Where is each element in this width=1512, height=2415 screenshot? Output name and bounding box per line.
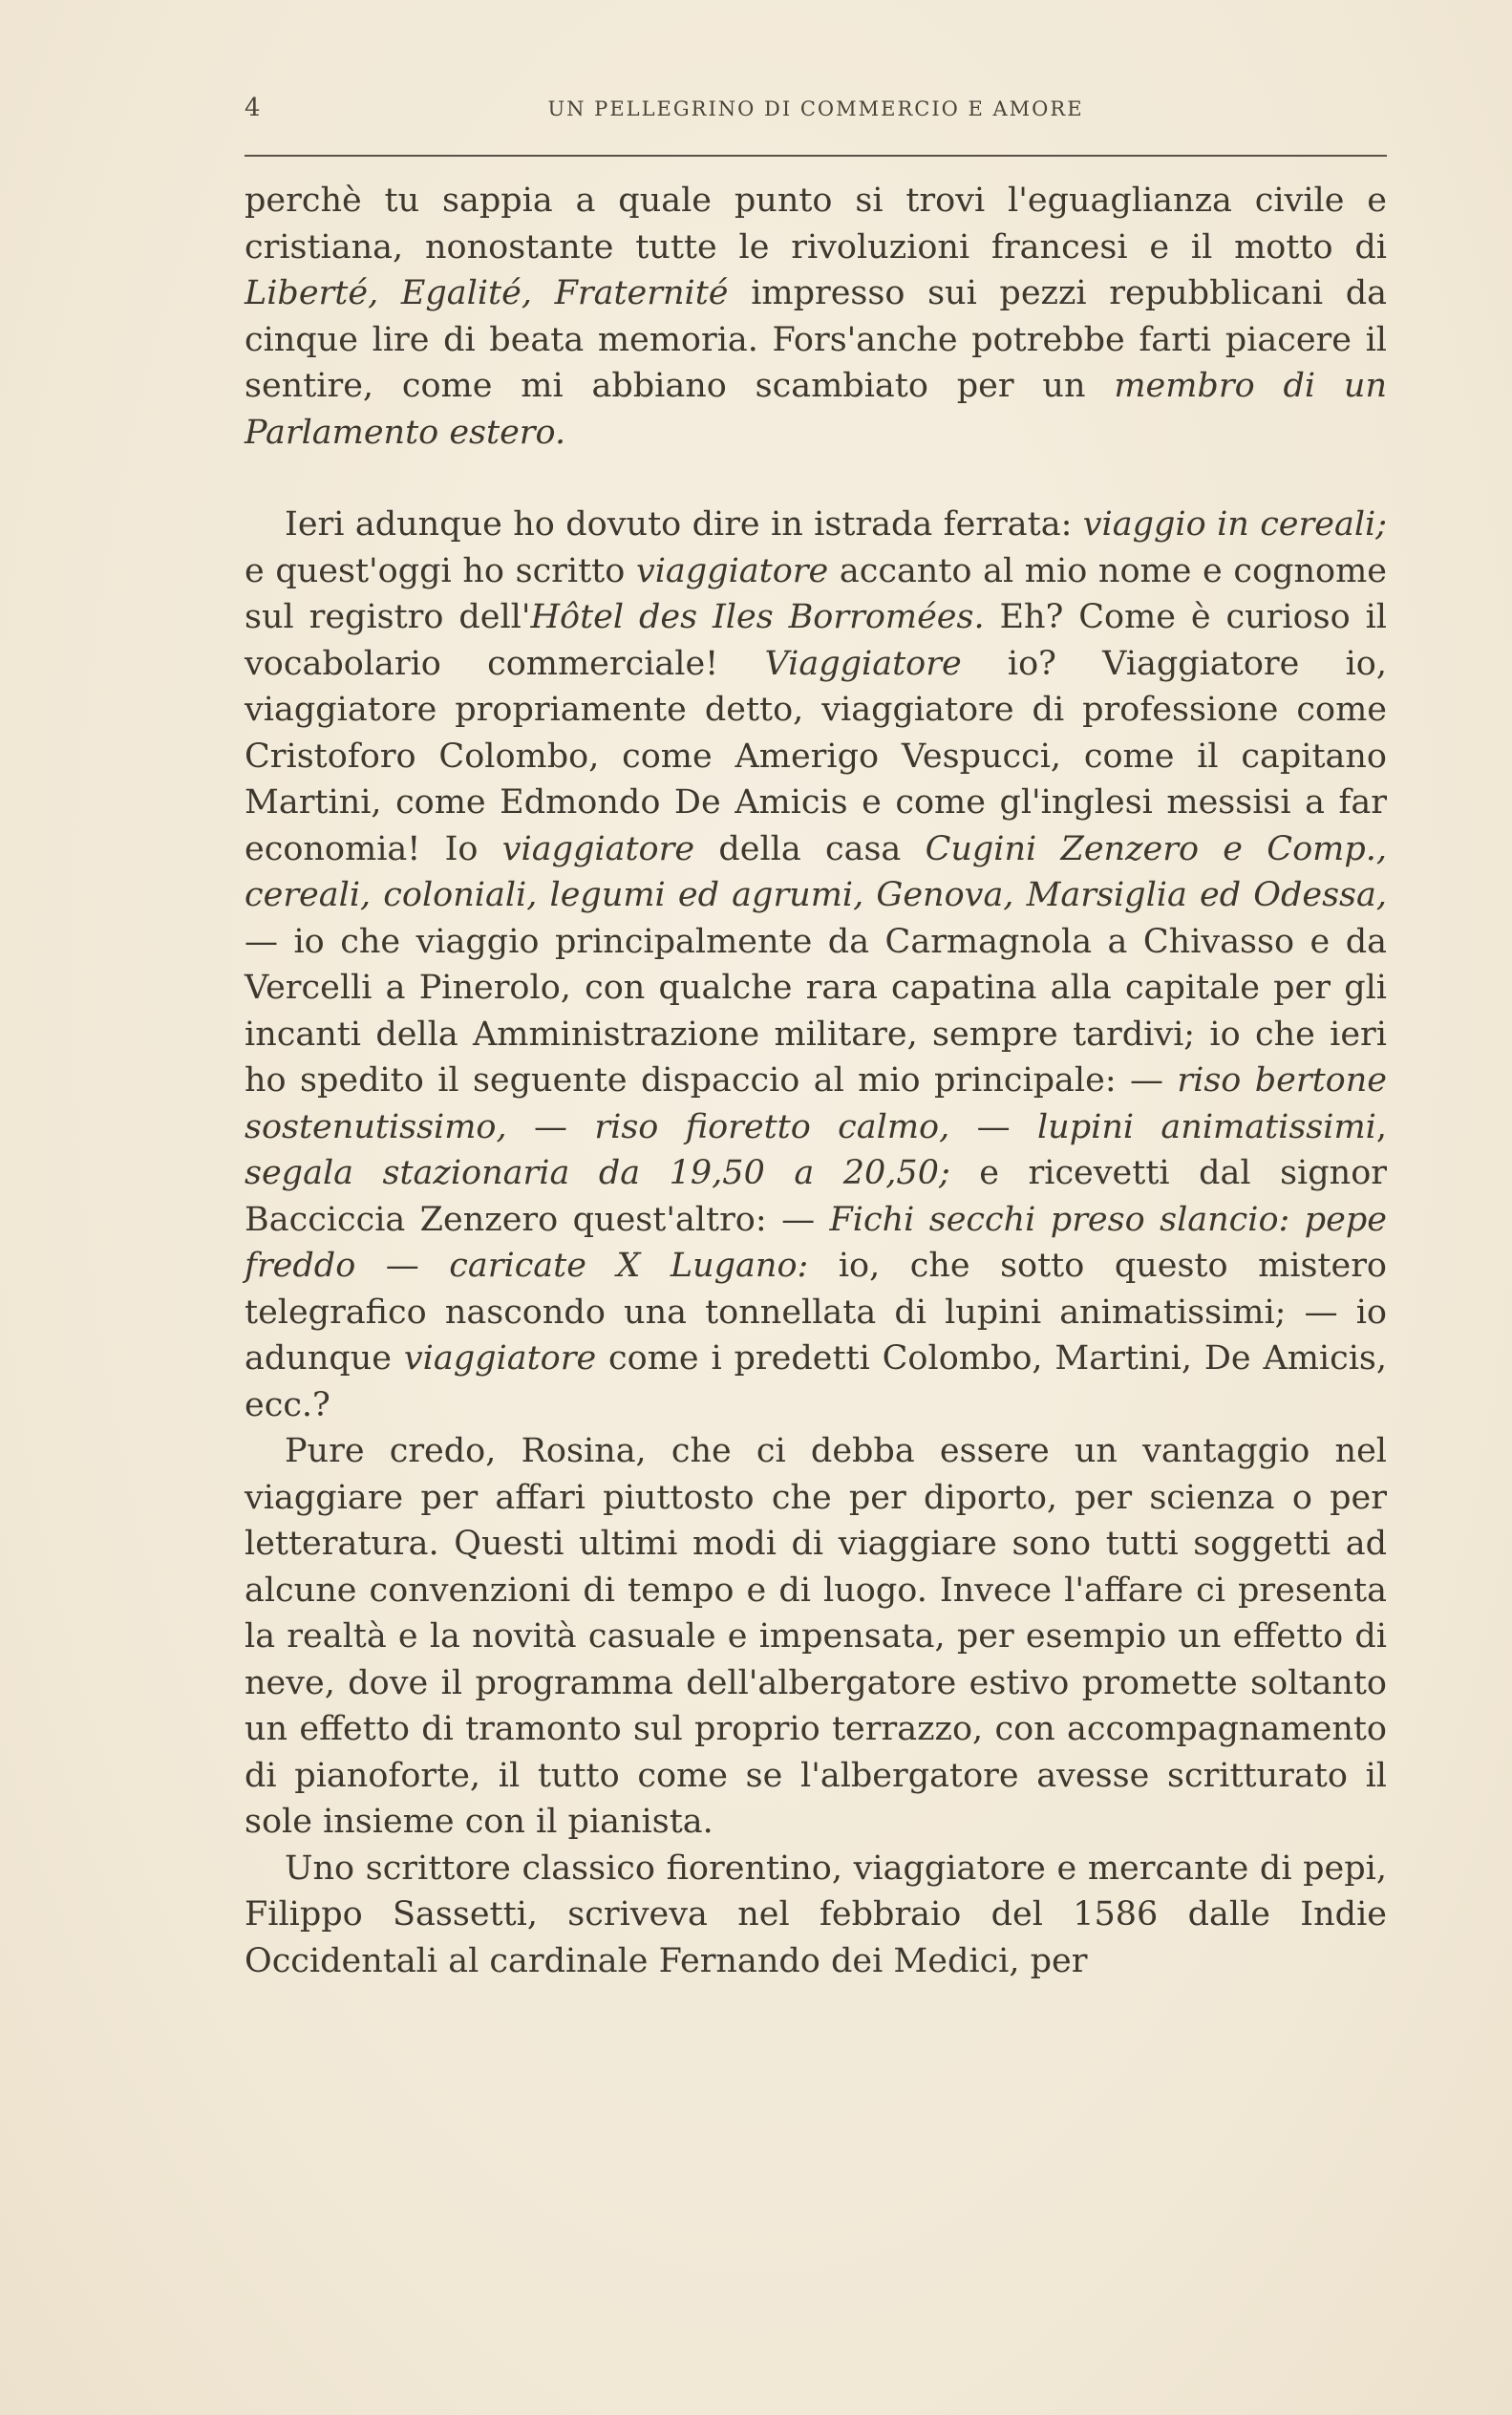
italic-text: viaggiatore — [501, 829, 695, 868]
italic-text: Liberté, Egalité, Fraternité — [245, 274, 729, 312]
italic-text: segala stazionaria da 19,50 a 20,50; — [245, 1154, 950, 1192]
italic-text: lupini animatissimi — [1036, 1107, 1376, 1146]
italic-text: Fichi secchi preso slancio: pepe freddo — [245, 1200, 1387, 1285]
italic-text: Viaggiatore — [764, 644, 962, 683]
italic-text: riso bertone sostenutissimo, — [245, 1061, 1387, 1146]
text-run: Uno scrittore classico fiorentino, viaggiatore e mercante di pepi, Filippo Sassetti, scriveva nel febbraio del 1586 dalle Indie Occidentali al cardinale Fernando dei Medici, per — [245, 1849, 1387, 1980]
text-run: Pure credo, Rosina, che ci debba essere un vantaggio nel viaggiare per affari piuttosto che per diporto, per scienza o per letteratura. Questi ultimi modi di viaggiare sono tutti soggetti ad alcune convenzioni di tempo e di luogo. Invece l'affare ci presenta la realtà e la novità casuale e impensata, per esempio un effetto di neve, dove il programma dell'albergatore estivo promette soltanto un effetto di tramonto sul proprio terrazzo, con accompagnamento di pianoforte, il tutto come se l'albergatore avesse scritturato il sole insieme con il pianista. — [245, 1432, 1387, 1841]
text-run: accanto al mio nome e cognome sul registro dell' — [245, 551, 1387, 636]
paragraph — [245, 1846, 1387, 1985]
text-run: — — [506, 1107, 595, 1146]
text-run: io, che sotto questo mistero telegrafico nascondo una tonnellata di lupini animatissimi; — io adunque — [245, 1247, 1387, 1378]
text-run: — io che viaggio principalmente da Carmagnola a Chivasso e da Vercelli a Pinerolo, con qualche rara capatina alla capitale per gli incanti della Amministrazione militare, sempre tardivi; io che ieri ho spedito il seguente dispaccio al mio principale: — — [245, 922, 1387, 1100]
paragraph — [245, 178, 1387, 456]
text-run: — — [949, 1107, 1037, 1146]
body-text — [245, 178, 1387, 1984]
text-run: come i predetti Colombo, Martini, De Amicis, ecc.? — [245, 1339, 1388, 1424]
text-run: — — [355, 1247, 450, 1285]
page-header — [245, 94, 1387, 132]
italic-text: Cugini Zenzero e Comp., cereali, coloniali, legumi ed agrumi, Genova, Marsiglia ed Odessa, — [245, 829, 1387, 914]
italic-text: caricate X Lugano: — [449, 1247, 809, 1285]
text-run: Eh? Come è curioso il vocabolario commerciale! — [245, 598, 1387, 683]
header-rule — [245, 155, 1387, 157]
text-run: e ricevetti dal signor Bacciccia Zenzero quest'altro: — — [245, 1154, 1387, 1239]
text-run: impresso sui pezzi repubblicani da cinque lire di beata memoria. Fors'anche potrebbe farti piacere il sentire, come mi abbiano scambiato per un — [245, 274, 1387, 405]
italic-text: membro di un Parlamento estero. — [245, 367, 1387, 452]
italic-text: viaggiatore — [403, 1339, 597, 1378]
text-run: io? Viaggiatore io, viaggiatore propriamente detto, viaggiatore di professione come Cristoforo Colombo, come Amerigo Vespucci, come il capitano Martini, come Edmondo De Amicis e come gl'inglesi messisi a far economia! Io — [245, 644, 1387, 868]
text-run: Ieri adunque ho dovuto dire in istrada ferrata: — [285, 505, 1083, 544]
text-run: perchè tu sappia a quale punto si trovi l'eguaglianza civile e cristiana, nonostante tutte le rivoluzioni francesi e il motto di — [245, 182, 1387, 267]
text-run: e quest'oggi ho scritto — [245, 551, 636, 590]
page-number: 4 — [245, 94, 261, 122]
italic-text: viaggio in cereali; — [1082, 505, 1388, 544]
italic-text: Hôtel des Iles Borromées. — [530, 598, 985, 636]
text-run: della casa — [694, 829, 926, 868]
text-run: , — [1375, 1107, 1387, 1146]
paragraph — [245, 1428, 1387, 1846]
running-title: UN PELLEGRINO DI COMMERCIO E AMORE — [547, 97, 1084, 120]
italic-text: riso fioretto calmo, — [594, 1107, 950, 1146]
italic-text: viaggiatore — [635, 551, 829, 590]
paragraph — [245, 502, 1387, 1428]
